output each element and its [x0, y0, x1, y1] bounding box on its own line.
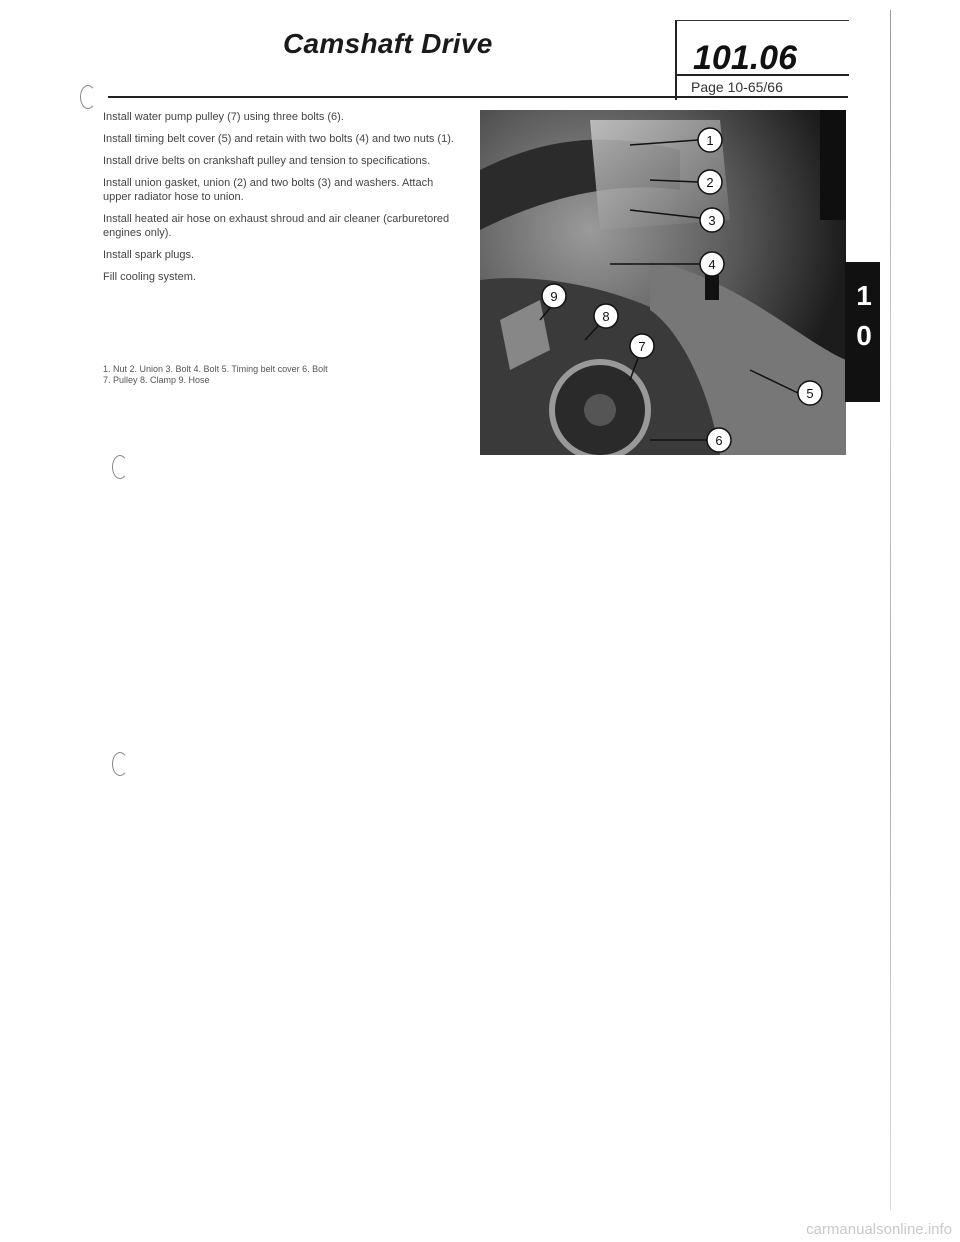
punch-hole-top [80, 85, 96, 109]
svg-text:4: 4 [708, 257, 716, 272]
photo-pulley-hub [584, 394, 616, 426]
callout-6 [707, 428, 731, 452]
photo-dark-strip [820, 110, 846, 220]
edge-line [890, 10, 891, 1210]
page-number: Page 10-65/66 [691, 79, 783, 95]
svg-text:6: 6 [715, 433, 723, 448]
punch-hole-lower [112, 752, 128, 776]
callout-7 [630, 334, 654, 358]
callout-9 [542, 284, 566, 308]
punch-hole-middle [112, 455, 128, 479]
svg-text:1: 1 [706, 133, 714, 148]
callout-8 [594, 304, 618, 328]
svg-text:3: 3 [708, 213, 716, 228]
header-rule [108, 96, 848, 98]
engine-photo-svg [480, 110, 846, 455]
chapter-digit-1: 1 [856, 280, 872, 311]
parts-legend [103, 364, 463, 386]
legend-line-1: 1. Nut 2. Union 3. Bolt 4. Bolt 5. Timing belt cover 6. Bolt [103, 364, 328, 374]
instruction-step: Install water pump pulley (7) using three bolts (6). [103, 111, 344, 123]
svg-text:9: 9 [550, 289, 558, 304]
callout-3 [700, 208, 724, 232]
engine-photo [480, 110, 846, 455]
svg-text:7: 7 [638, 339, 646, 354]
svg-text:5: 5 [806, 386, 814, 401]
instructions [103, 110, 463, 292]
instruction-step: Install heated air hose on exhaust shroud and air cleaner (carburetored engines only). [103, 213, 450, 239]
instruction-step: Install drive belts on crankshaft pulley and tension to specifications. [103, 155, 431, 167]
instruction-step: Install spark plugs. [103, 249, 195, 261]
page-code: 101.06 [693, 39, 797, 77]
callout-5 [798, 381, 822, 405]
svg-text:2: 2 [706, 175, 714, 190]
callout-1 [698, 128, 722, 152]
instruction-step: Fill cooling system. [103, 271, 196, 283]
legend-line-2: 7. Pulley 8. Clamp 9. Hose [103, 375, 210, 385]
callout-4 [700, 252, 724, 276]
instruction-step: Install union gasket, union (2) and two bolts (3) and washers. Attach upper radiator hose to union. [103, 177, 434, 203]
chapter-digit-0: 0 [856, 320, 872, 351]
section-title: Camshaft Drive [283, 28, 493, 59]
instruction-step: Install timing belt cover (5) and retain with two bolts (4) and two nuts (1). [103, 133, 454, 145]
svg-text:8: 8 [602, 309, 610, 324]
callout-2 [698, 170, 722, 194]
watermark: carmanualsonline.info [806, 1221, 952, 1238]
chapter-tab [845, 262, 880, 402]
